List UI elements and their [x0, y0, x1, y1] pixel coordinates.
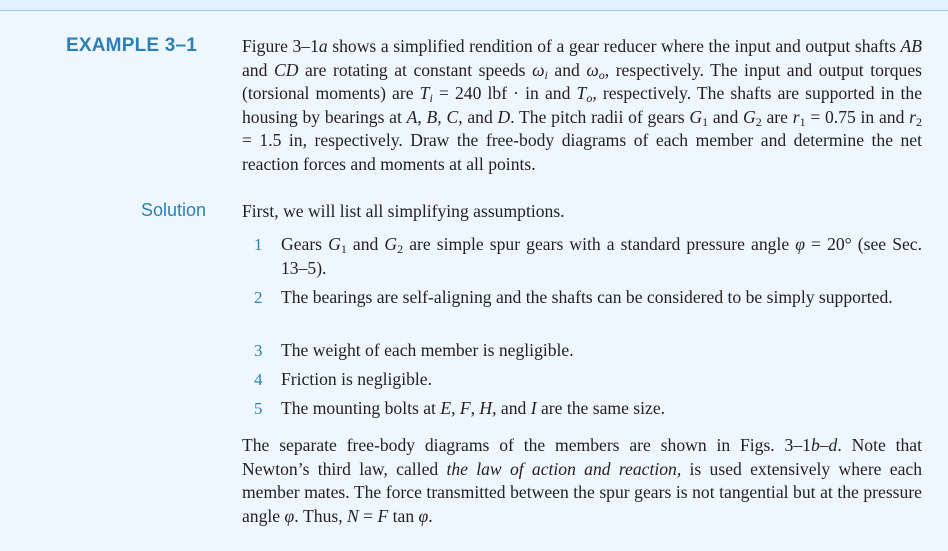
solution-label: Solution — [141, 200, 207, 220]
list-item: 2 The bearings are self-aligning and the shafts can be considered to be simply supported. — [254, 286, 922, 339]
top-rule — [0, 0, 948, 11]
closing-paragraph: The separate free-body diagrams of the members are shown in Figs. 3–1b–d. Note that Newton’s third law, called the law of action and reaction, is used extensively where each member mates. The force transmitted between the spur gears is not tangential but at the pressure angle φ. Thus, N = F tan φ. — [242, 435, 922, 526]
item-number: 1 — [254, 235, 263, 254]
item-number: 3 — [254, 341, 263, 360]
problem-statement: Figure 3–1a shows a simplified rendition of a gear reducer where the input and output shafts AB and CD are rotating at constant speeds $\omega_i$ and $\omega_o$, respectively. The input and output torques (torsional moments) are $T_i = 240$ lbf · in and $T_o$, respectively. The shafts are supported in the housing by bearings at A, B, C, and D. The pitch radii of gears $G_1$ and $G_2$ are $r_1 = 0.75$ in and $r_2 = 1.5$ in, respectively. Draw the free-body diagrams of each member and determine the net reaction forces and moments at all points. — [242, 36, 923, 174]
list-item: 5 The mounting bolts at E, F, H, and I are the same size. — [254, 397, 922, 426]
solution-intro: First, we will list all simplifying assumptions. — [242, 201, 565, 221]
list-item: 3 The weight of each member is negligible. — [254, 339, 922, 368]
example-label: EXAMPLE 3–1 — [66, 35, 198, 56]
list-item: 1 Gears $G_1$ and $G_2$ are simple spur gears with a standard pressure angle φ = 20° (see Sec. 13–5). — [254, 234, 922, 278]
item-number: 2 — [254, 288, 263, 307]
item-number: 5 — [254, 399, 263, 418]
item-number: 4 — [254, 370, 263, 389]
assumption-list — [254, 233, 922, 426]
list-item: 4 Friction is negligible. — [254, 368, 922, 397]
